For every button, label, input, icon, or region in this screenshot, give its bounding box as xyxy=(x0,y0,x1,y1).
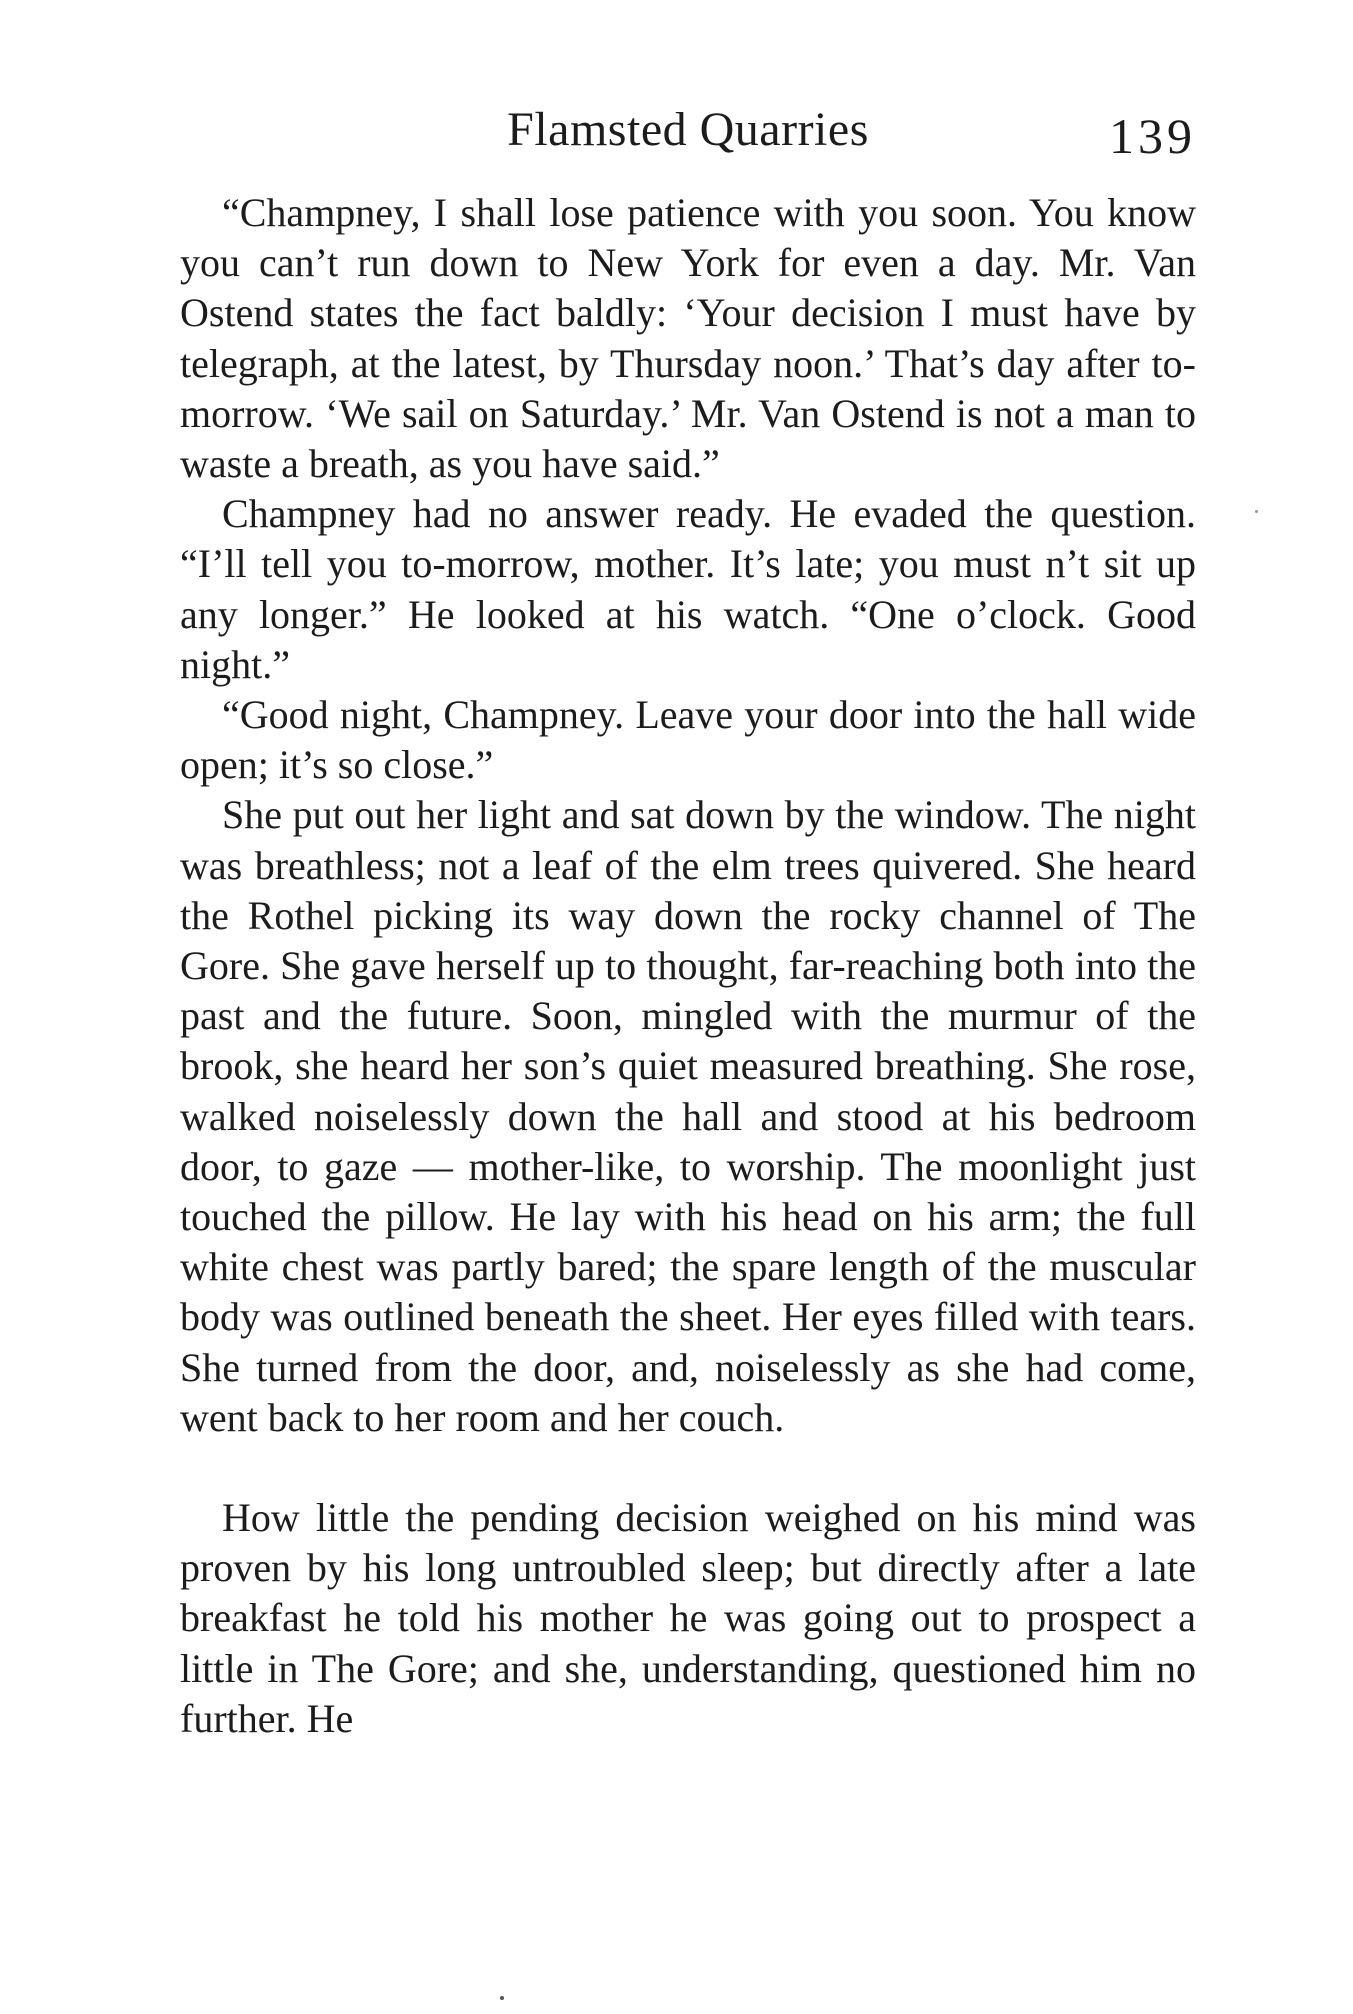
paragraph-3: “Good night, Champney. Leave your door into the hall wide open; it’s so close.” xyxy=(180,692,1196,788)
print-speck xyxy=(500,1996,504,2000)
paragraph-5: How little the pending decision weighed on his mind was proven by his long untroubled sleep; but directly after a late breakfast he told his mother he was going out to prospect a little in The Gore; and she, understanding, questioned him no further. He xyxy=(180,1495,1196,1741)
body-text xyxy=(180,188,1196,1744)
print-speck xyxy=(1255,510,1258,513)
paragraph-1: “Champney, I shall lose patience with you soon. You know you can’t run down to New York for even a day. Mr. Van Ostend states the fact baldly: ‘Your decision I must have by telegraph, at the latest, by Thursday noon.’ That’s day after to-morrow. ‘We sail on Saturday.’ Mr. Van Ostend is not a man to waste a breath, as you have said.” xyxy=(180,190,1196,487)
page-header xyxy=(180,100,1196,170)
running-title: Flamsted Quarries xyxy=(507,103,869,156)
paragraph-2: Champney had no answer ready. He evaded the question. “I’ll tell you to-morrow, mother. It’s late; you must n’t sit up any longer.” He looked at his watch. “One o’clock. Good night.” xyxy=(180,491,1196,687)
page-number: 139 xyxy=(1109,108,1196,164)
paragraph-4: She put out her light and sat down by the window. The night was breathless; not a leaf of the elm trees quivered. She heard the Rothel picking its way down the rocky channel of The Gore. She gave herself up to thought, far-reaching both into the past and the future. Soon, mingled with the murmur of the brook, she heard her son’s quiet measured breathing. She rose, walked noiselessly down the hall and stood at his bedroom door, to gaze — mother-like, to worship. The moonlight just touched the pillow. He lay with his head on his arm; the full white chest was partly bared; the spare length of the muscular body was outlined beneath the sheet. Her eyes filled with tears. She turned from the door, and, noiselessly as she had come, went back to her room and her couch. xyxy=(180,792,1196,1440)
